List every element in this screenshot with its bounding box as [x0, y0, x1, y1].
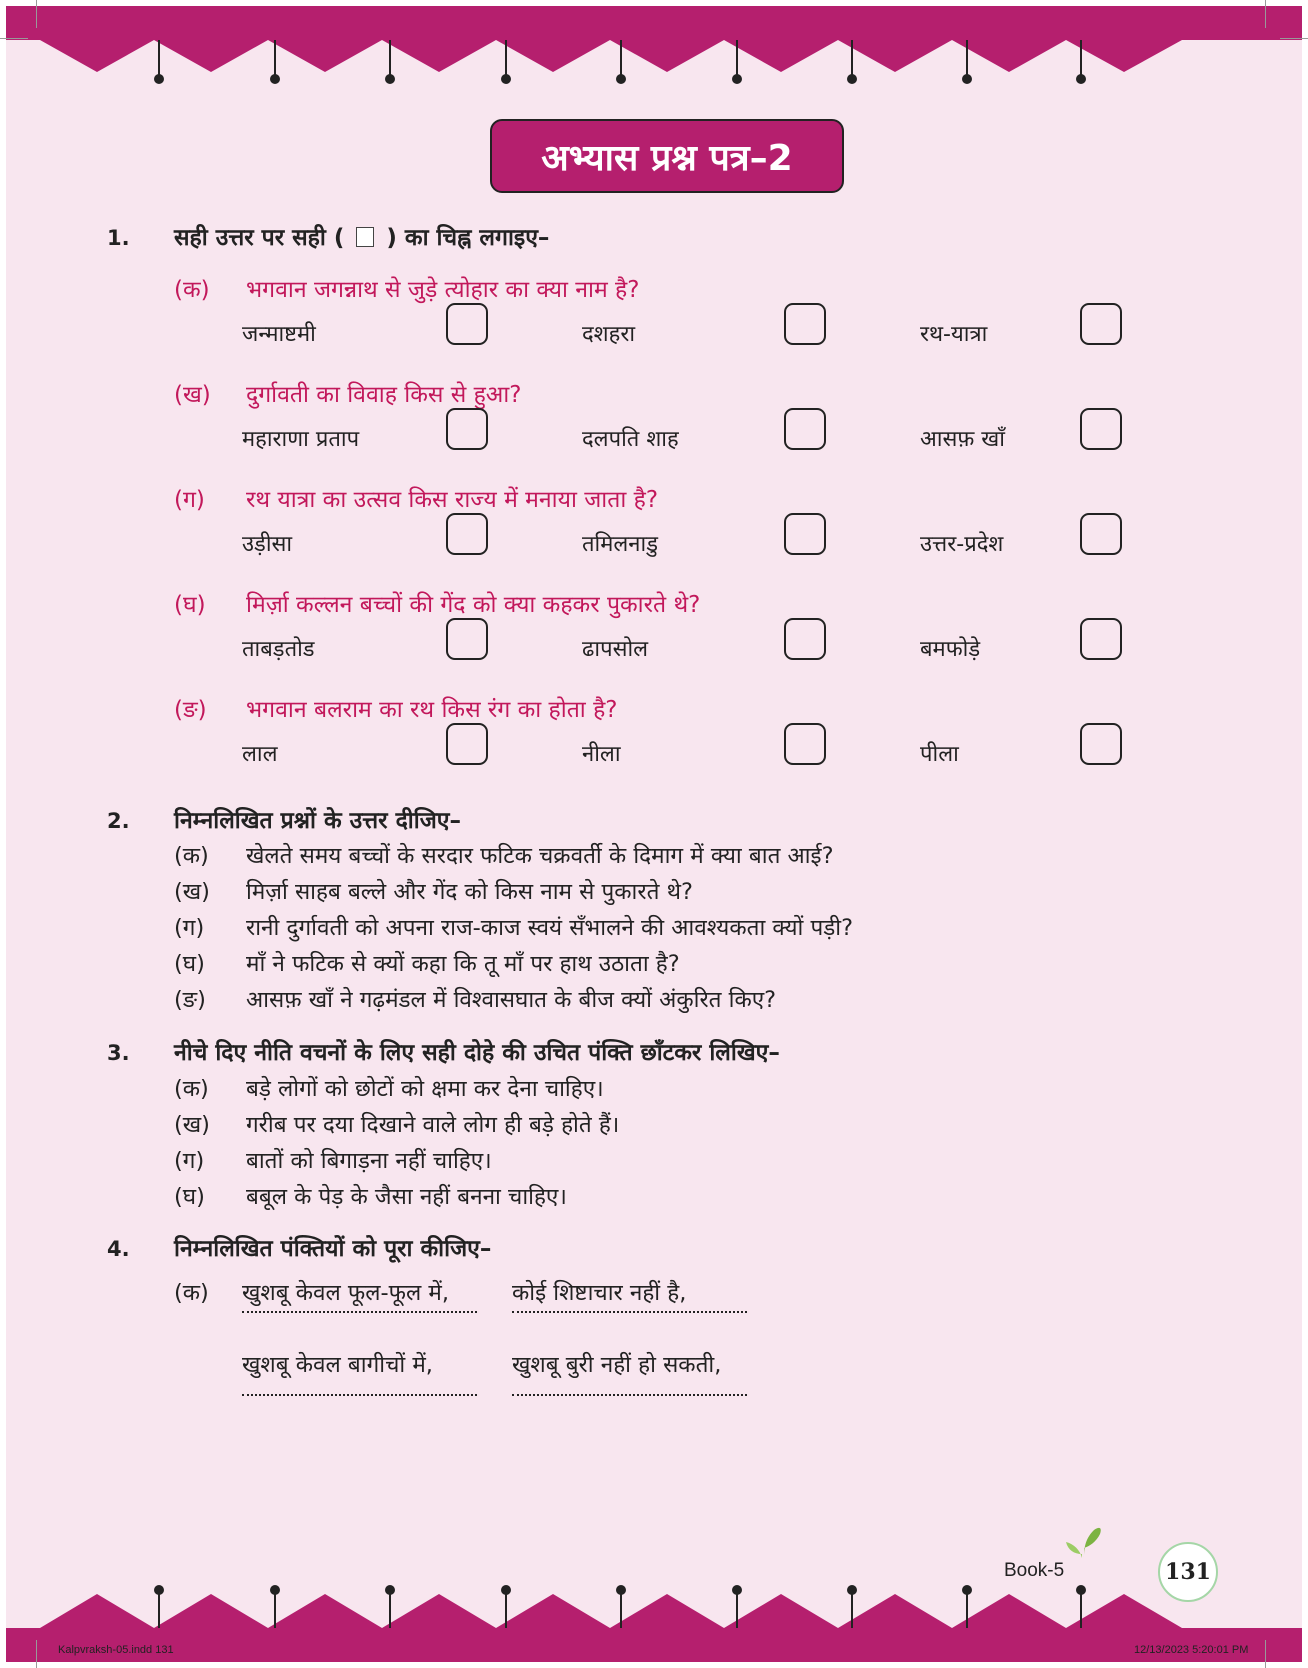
sub-label: (घ): [174, 592, 206, 618]
q3-item-text: गरीब पर दया दिखाने वाले लोग ही बड़े होते हैं।: [246, 1112, 620, 1138]
sub-question-text: दुर्गावती का विवाह किस से हुआ?: [246, 382, 522, 408]
q1-ka-option-2: दशहरा: [582, 322, 636, 347]
crop-mark: [0, 38, 28, 39]
question-2-number: 2.: [107, 809, 130, 833]
q1-kha-option-3-checkbox[interactable]: [1080, 408, 1122, 450]
q2-item: [174, 983, 776, 1014]
q2-item-text: माँ ने फटिक से क्यों कहा कि तू माँ पर हाथ उठाता है?: [246, 951, 680, 977]
question-3-instruction: नीचे दिए नीति वचनों के लिए सही दोहे की उचित पंक्ति छाँटकर लिखिए–: [174, 1040, 780, 1066]
crop-mark: [36, 1640, 37, 1668]
q3-item-text: बड़े लोगों को छोटों को क्षमा कर देना चाहिए।: [246, 1076, 604, 1102]
top-zigzag-border: [6, 6, 1302, 126]
sub-question-text: रथ यात्रा का उत्सव किस राज्य में मनाया जाता है?: [246, 487, 659, 513]
print-timestamp: 12/13/2023 5:20:01 PM: [1134, 1644, 1249, 1656]
question-2-instruction: निम्नलिखित प्रश्नों के उत्तर दीजिए–: [174, 808, 461, 834]
q1-gha-option-3: बमफोड़े: [920, 637, 981, 662]
q1-item-kha-question: [174, 377, 522, 409]
crop-mark: [1265, 0, 1266, 28]
q2-item-text: मिर्ज़ा साहब बल्ले और गेंद को किस नाम से पुकारते थे?: [246, 879, 693, 905]
q1-ka-option-1-checkbox[interactable]: [446, 303, 488, 345]
question-1-instruction: [174, 220, 549, 252]
sub-label: (ख): [174, 879, 210, 905]
q1-kha-option-1: महाराणा प्रताप: [242, 427, 360, 452]
sub-label: (ख): [174, 1112, 210, 1138]
q1-kha-option-2: दलपति शाह: [582, 427, 679, 452]
q1-ga-option-3-checkbox[interactable]: [1080, 513, 1122, 555]
crop-mark: [1265, 1640, 1266, 1668]
q1-ka-option-3-checkbox[interactable]: [1080, 303, 1122, 345]
question-4-number: 4.: [107, 1237, 130, 1261]
q1-ga-option-2-checkbox[interactable]: [784, 513, 826, 555]
q3-item: [174, 1180, 567, 1211]
q3-item-text: बातों को बिगाड़ना नहीं चाहिए।: [246, 1148, 492, 1174]
bottom-zigzag-border: [6, 1542, 1302, 1662]
q1-gha-option-2-checkbox[interactable]: [784, 618, 826, 660]
q1-ka-option-3: रथ-यात्रा: [920, 322, 988, 347]
page-number-badge: 131: [1158, 1542, 1218, 1602]
sub-label: (क): [174, 1076, 209, 1102]
question-4-instruction: निम्नलिखित पंक्तियों को पूरा कीजिए–: [174, 1236, 492, 1262]
q1-nga-option-1-checkbox[interactable]: [446, 723, 488, 765]
instruction-text-pre: सही उत्तर पर सही (: [174, 225, 345, 251]
q4-line-1-left: खुशबू केवल फूल-फूल में,: [242, 1280, 449, 1306]
sub-label: (घ): [174, 1184, 205, 1210]
sub-label: (ङ): [174, 987, 206, 1013]
q1-gha-option-1-checkbox[interactable]: [446, 618, 488, 660]
q1-nga-option-1: लाल: [242, 742, 278, 767]
q1-ka-option-1: जन्माष्टमी: [242, 322, 316, 347]
file-info: Kalpvraksh-05.indd 131: [58, 1644, 174, 1656]
q4-line-1-right: कोई शिष्टाचार नहीं है,: [512, 1280, 687, 1306]
q1-ga-option-2: तमिलनाडु: [582, 532, 658, 557]
q2-item: [174, 875, 693, 906]
worksheet-title: अभ्यास प्रश्न पत्र–2: [490, 119, 844, 193]
sub-label: (क): [174, 277, 210, 303]
q2-item-text: खेलते समय बच्चों के सरदार फटिक चक्रवर्ती के दिमाग में क्या बात आई?: [246, 843, 834, 869]
sub-label: (ग): [174, 1148, 205, 1174]
q4-line-2-right: खुशबू बुरी नहीं हो सकती,: [512, 1352, 722, 1378]
q1-nga-option-2-checkbox[interactable]: [784, 723, 826, 765]
sub-question-text: भगवान बलराम का रथ किस रंग का होता है?: [246, 697, 618, 723]
q1-ka-option-2-checkbox[interactable]: [784, 303, 826, 345]
book-label: Book-5: [1004, 1560, 1065, 1581]
crop-mark: [36, 0, 37, 28]
q4-item-label: (क): [174, 1280, 209, 1306]
tick-box-icon: [356, 227, 374, 247]
q1-ga-option-3: उत्तर-प्रदेश: [920, 532, 1004, 557]
q1-nga-option-3-checkbox[interactable]: [1080, 723, 1122, 765]
sub-question-text: मिर्ज़ा कल्लन बच्चों की गेंद को क्या कहकर पुकारते थे?: [246, 592, 701, 618]
q1-kha-option-2-checkbox[interactable]: [784, 408, 826, 450]
q3-item: [174, 1072, 604, 1103]
worksheet-page: [6, 6, 1302, 1662]
sub-label: (ग): [174, 487, 205, 513]
q1-item-ka-question: [174, 272, 639, 304]
q4-line-2-left: खुशबू केवल बागीचों में,: [242, 1352, 433, 1378]
q1-item-ga-question: [174, 482, 658, 514]
sub-label: (ग): [174, 915, 205, 941]
question-3-number: 3.: [107, 1041, 130, 1065]
q1-gha-option-1: ताबड़तोड: [242, 637, 315, 662]
q3-item: [174, 1144, 492, 1175]
q2-item: [174, 839, 834, 870]
crop-mark: [1280, 38, 1308, 39]
q4-answer-blank[interactable]: [512, 1311, 747, 1313]
q4-answer-blank[interactable]: [242, 1311, 477, 1313]
q1-nga-option-3: पीला: [920, 742, 959, 767]
sub-question-text: भगवान जगन्नाथ से जुड़े त्योहार का क्या नाम है?: [246, 277, 640, 303]
question-1-number: 1.: [107, 226, 130, 250]
q2-item-text: आसफ़ खाँ ने गढ़मंडल में विश्वासघात के बीज क्यों अंकुरित किए?: [246, 987, 777, 1013]
q2-item-text: रानी दुर्गावती को अपना राज-काज स्वयं सँभालने की आवश्यकता क्यों पड़ी?: [246, 915, 854, 941]
sub-label: (ङ): [174, 697, 207, 723]
q1-item-nga-question: [174, 692, 618, 724]
q4-answer-blank[interactable]: [242, 1394, 477, 1396]
q3-item: [174, 1108, 619, 1139]
q2-item: [174, 947, 680, 978]
sub-label: (ख): [174, 382, 211, 408]
q2-item: [174, 911, 853, 942]
q4-answer-blank[interactable]: [512, 1394, 747, 1396]
q1-gha-option-2: ढापसोल: [582, 637, 649, 662]
q1-nga-option-2: नीला: [582, 742, 621, 767]
sub-label: (घ): [174, 951, 205, 977]
q1-kha-option-1-checkbox[interactable]: [446, 408, 488, 450]
q1-ga-option-1: उड़ीसा: [242, 532, 293, 557]
sub-label: (क): [174, 843, 209, 869]
q1-gha-option-3-checkbox[interactable]: [1080, 618, 1122, 660]
q1-ga-option-1-checkbox[interactable]: [446, 513, 488, 555]
q1-kha-option-3: आसफ़ खाँ: [920, 427, 1006, 452]
instruction-text-post: ) का चिह्न लगाइए–: [386, 225, 550, 251]
q1-item-gha-question: [174, 587, 700, 619]
q3-item-text: बबूल के पेड़ के जैसा नहीं बनना चाहिए।: [246, 1184, 567, 1210]
